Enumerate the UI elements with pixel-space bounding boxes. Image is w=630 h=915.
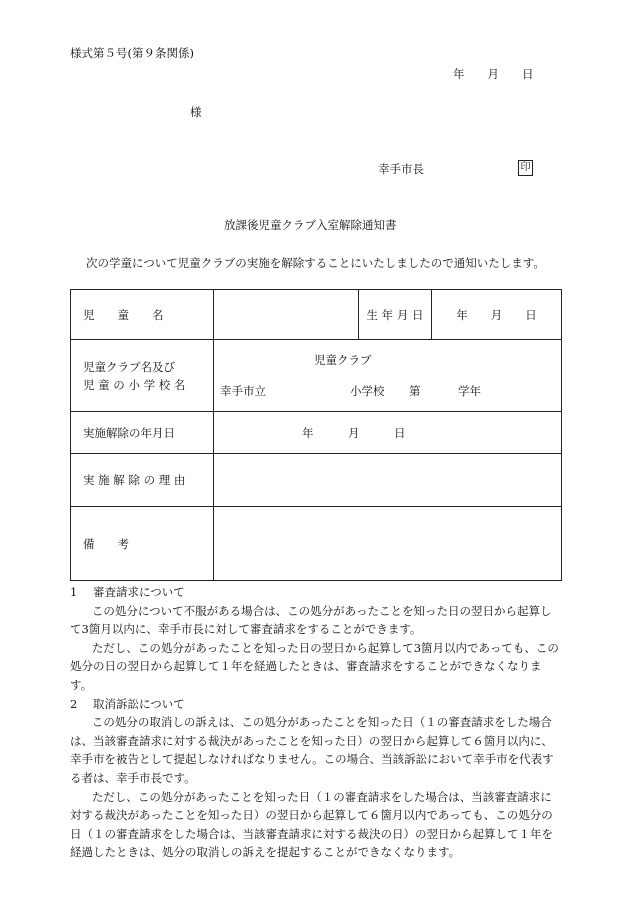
dob-value[interactable]: 年 月 日 [432,290,562,340]
row-reason [71,454,562,507]
club-label-line1: 児童クラブ名及び [83,359,175,374]
note1-paragraph1: この処分について不服がある場合は、この処分があったことを知った日の翌日から起算して3箇月以内に、幸手市長に対して審査請求をすることができます。 [70,603,552,637]
remarks-field[interactable] [214,507,562,581]
note2-paragraph2: ただし、この処分があったことを知った日（１の審査請求をした場合は、当該審査請求に対する裁決があったことを知った日）の翌日から起算して６箇月以内であっても、この処分の日（１の審査請求をした場合は、当該審査請求に対する裁決の日）の翌日から起算して１年を経過したときは、処分の取消しの訴えを提起することができなくなります。 [70,789,553,860]
notice-table [70,289,562,581]
intro-text: 次の学童について児童クラブの実施を解除することにいたしましたので通知いたします。 [86,256,545,270]
remarks-label: 備 考 [71,507,214,581]
grade-suffix: 学年 [458,384,481,398]
date-line: 年 月 日 [453,67,534,81]
row-release-date [71,412,562,454]
dob-label: 生 年 月 日 [359,290,432,340]
issuer-name: 幸手市長 [378,162,424,176]
note1-paragraph2: ただし、この処分があったことを知った日の翌日から起算して3箇月以内であっても、この処分の日の翌日から起算して１年を経過したときは、審査請求をすることができなくなります。 [70,640,559,692]
row-club-school [71,340,562,412]
note2-title: 取消訴訟について [93,696,185,711]
note2-heading [70,695,560,714]
note2-number: 2 [70,696,78,711]
reason-field[interactable] [214,454,562,507]
seal-icon: 印 [518,160,533,176]
row-remarks [71,507,562,581]
note1-heading [70,583,560,602]
reason-label: 実 施 解 除 の 理 由 [71,454,214,507]
release-date-value[interactable]: 年 月 日 [214,412,562,454]
seal-mark [518,159,533,176]
notes-section [70,583,560,862]
child-name-field[interactable] [214,290,359,340]
club-school-label [71,340,214,412]
note1-title: 審査請求について [93,585,185,599]
note2-paragraph1: この処分の取消しの訴えは、この処分があったことを知った日（１の審査請求をした場合は、当該審査請求に対する裁決があったことを知った日）の翌日から起算して６箇月以内に、幸手市を被告として提起しなければなりません。この場合、当該訴訟において幸手市を代表する者は、幸手市長です。 [70,715,554,785]
row-child-name [71,290,562,340]
child-name-label: 児 童 名 [71,290,214,340]
club-school-field[interactable] [214,340,562,412]
release-date-label: 実施解除の年月日 [71,412,214,454]
form-number: 様式第５号(第９条関係) [70,46,194,60]
addressee-suffix: 様 [190,105,202,119]
club-suffix: 児童クラブ [314,353,372,367]
document-title: 放課後児童クラブ入室解除通知書 [224,218,397,232]
club-label-line2: 児 童 の 小 学 校 名 [83,377,186,392]
grade-prefix: 第 [409,384,421,398]
note1-number: 1 [70,585,78,599]
school-prefix: 幸手市立 [220,384,266,398]
school-suffix: 小学校 [350,384,385,398]
